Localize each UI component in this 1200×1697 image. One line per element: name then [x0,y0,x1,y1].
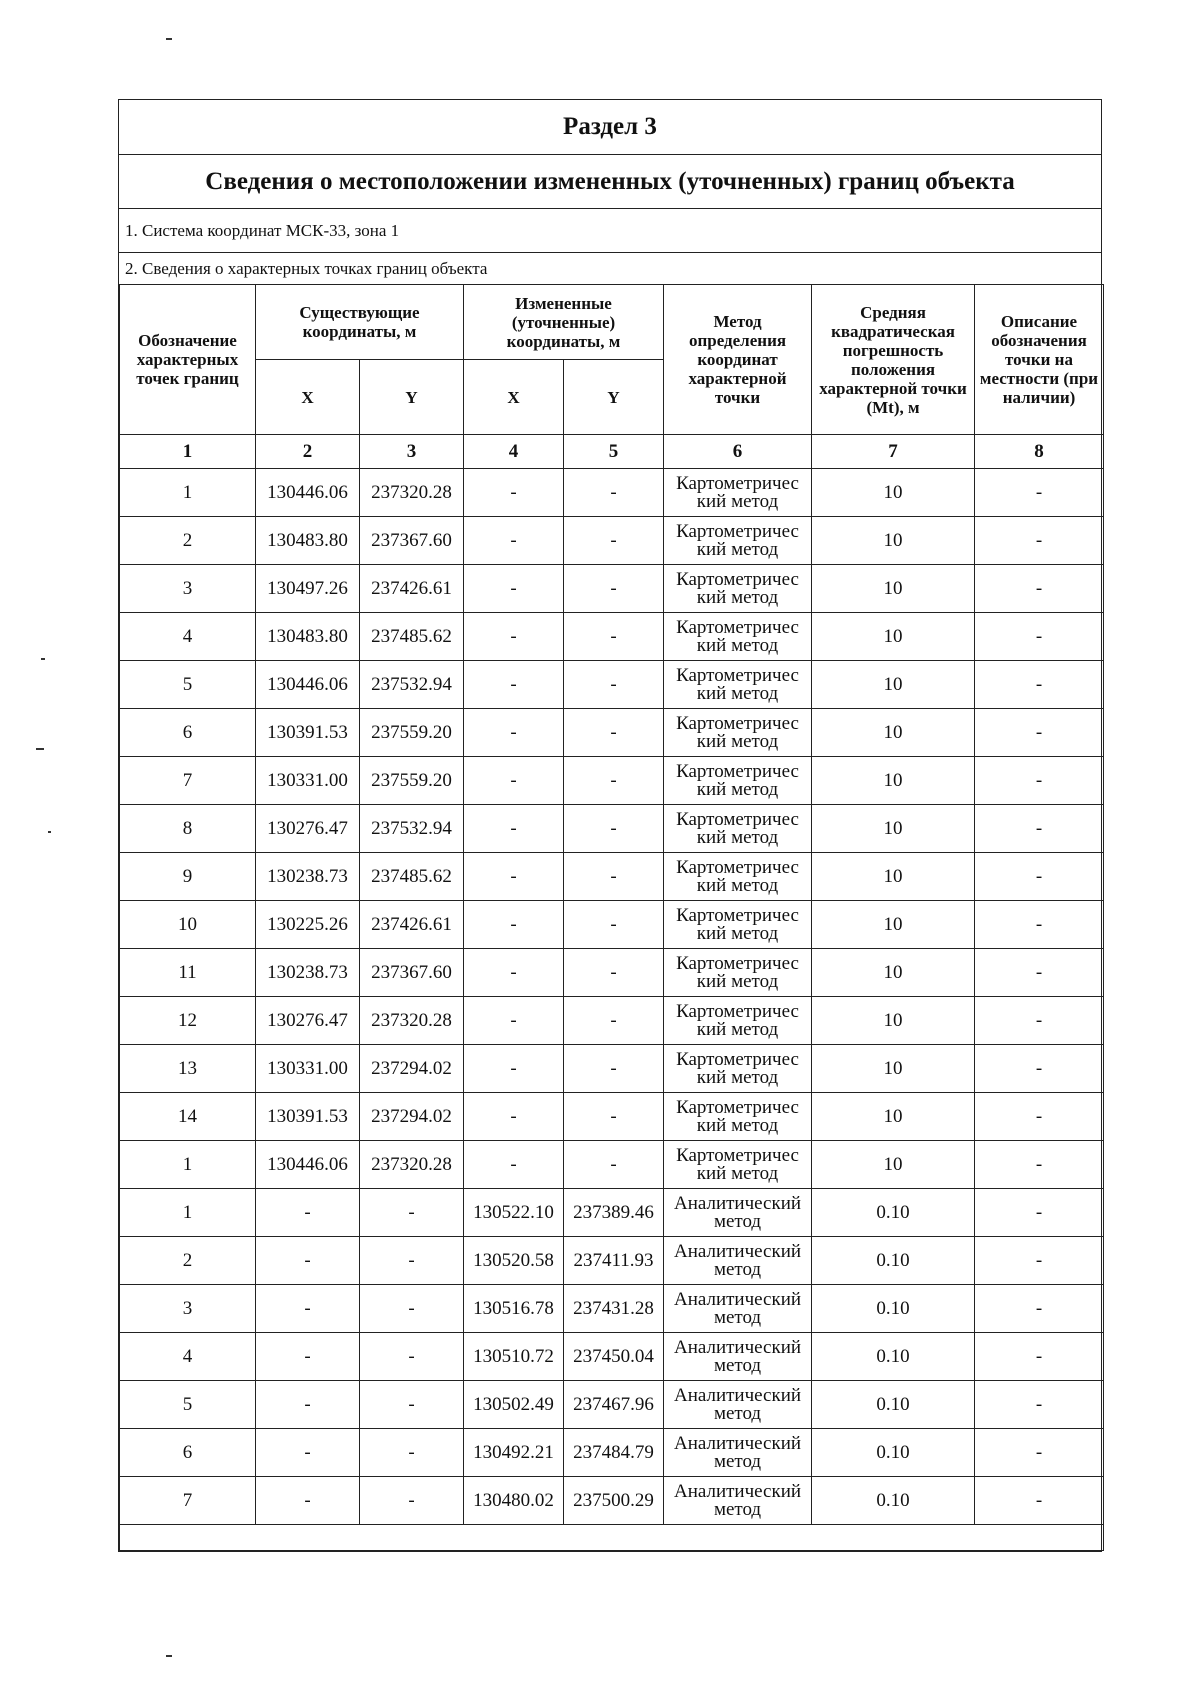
cell-changed-x: - [464,997,564,1045]
blank-row [120,1525,1104,1551]
cell-existing-x: - [256,1477,360,1525]
table-row [120,661,1104,709]
cell-changed-x: - [464,757,564,805]
cell-changed-y: 237467.96 [564,1381,664,1429]
cell-existing-y: 237320.28 [360,1141,464,1189]
table-row [120,565,1104,613]
cell-point-description: - [975,1333,1104,1381]
header-existing-x: X [256,360,360,435]
cell-point-number: 7 [120,757,256,805]
cell-point-number: 11 [120,949,256,997]
table-row [120,1141,1104,1189]
column-number: 7 [812,435,975,469]
cell-existing-y: 237485.62 [360,853,464,901]
cell-point-description: - [975,1093,1104,1141]
table-row [120,1333,1104,1381]
cell-changed-y: - [564,469,664,517]
column-number: 8 [975,435,1104,469]
cell-mean-error: 10 [812,661,975,709]
cell-point-number: 3 [120,565,256,613]
cell-existing-x: 130446.06 [256,469,360,517]
cell-changed-x: - [464,853,564,901]
table-row [120,1237,1104,1285]
cell-mean-error: 0.10 [812,1333,975,1381]
cell-mean-error: 10 [812,757,975,805]
table-row [120,853,1104,901]
cell-method: Картометричес кий метод [664,757,812,805]
cell-changed-y: - [564,517,664,565]
cell-mean-error: 10 [812,565,975,613]
cell-method: Аналитический метод [664,1429,812,1477]
table-row [120,469,1104,517]
cell-changed-x: 130510.72 [464,1333,564,1381]
cell-method: Аналитический метод [664,1333,812,1381]
cell-point-number: 6 [120,709,256,757]
cell-point-description: - [975,805,1104,853]
cell-changed-x: - [464,901,564,949]
cell-point-number: 4 [120,613,256,661]
cell-method: Картометричес кий метод [664,949,812,997]
cell-changed-y: - [564,613,664,661]
cell-point-number: 1 [120,1189,256,1237]
cell-mean-error: 10 [812,517,975,565]
cell-point-description: - [975,1045,1104,1093]
table-row [120,757,1104,805]
cell-existing-y: - [360,1429,464,1477]
cell-method: Картометричес кий метод [664,901,812,949]
cell-changed-x: - [464,661,564,709]
cell-changed-x: - [464,1141,564,1189]
cell-method: Картометричес кий метод [664,565,812,613]
cell-point-description: - [975,1381,1104,1429]
table-row [120,517,1104,565]
cell-method: Картометричес кий метод [664,1045,812,1093]
cell-existing-y: 237559.20 [360,709,464,757]
cell-changed-x: - [464,613,564,661]
section-document [118,99,1102,1552]
column-number: 4 [464,435,564,469]
cell-existing-y: 237532.94 [360,661,464,709]
cell-point-description: - [975,1477,1104,1525]
blank-cell [120,1525,1104,1551]
cell-existing-x: 130391.53 [256,709,360,757]
cell-point-number: 5 [120,1381,256,1429]
header-mean-error: Средняя квадратическая погрешность положения характерной точки (Mt), м [812,285,975,435]
header-designation: Обозначение характерных точек границ [120,285,256,435]
header-changed-x: X [464,360,564,435]
cell-changed-x: 130502.49 [464,1381,564,1429]
cell-changed-y: - [564,805,664,853]
table-row [120,949,1104,997]
cell-method: Картометричес кий метод [664,613,812,661]
cell-existing-y: 237367.60 [360,517,464,565]
cell-changed-x: 130520.58 [464,1237,564,1285]
header-existing-coords: Существующие координаты, м [256,285,464,360]
cell-existing-y: - [360,1477,464,1525]
cell-mean-error: 0.10 [812,1477,975,1525]
cell-point-number: 12 [120,997,256,1045]
cell-changed-y: - [564,1045,664,1093]
cell-point-description: - [975,1429,1104,1477]
scan-speck [48,831,51,833]
cell-changed-y: - [564,757,664,805]
cell-point-description: - [975,469,1104,517]
cell-changed-y: - [564,901,664,949]
header-method: Метод определения координат характерной точки [664,285,812,435]
cell-changed-x: - [464,1045,564,1093]
cell-existing-y: 237367.60 [360,949,464,997]
cell-existing-y: 237532.94 [360,805,464,853]
header-changed-coords: Измененные (уточненные) координаты, м [464,285,664,360]
cell-existing-y: - [360,1237,464,1285]
cell-changed-y: - [564,1141,664,1189]
cell-changed-x: 130480.02 [464,1477,564,1525]
cell-mean-error: 10 [812,709,975,757]
cell-mean-error: 0.10 [812,1237,975,1285]
scan-speck [36,748,44,750]
section-title: Раздел 3 [119,100,1101,155]
table-row [120,1381,1104,1429]
cell-changed-x: - [464,565,564,613]
cell-point-description: - [975,565,1104,613]
cell-changed-x: - [464,949,564,997]
cell-existing-x: 130331.00 [256,757,360,805]
table-row [120,805,1104,853]
coordinate-system-line: 1. Система координат МСК-33, зона 1 [119,209,1101,253]
cell-mean-error: 10 [812,469,975,517]
cell-mean-error: 0.10 [812,1189,975,1237]
cell-point-number: 7 [120,1477,256,1525]
cell-point-number: 1 [120,1141,256,1189]
cell-changed-y: - [564,853,664,901]
cell-point-description: - [975,709,1104,757]
cell-point-description: - [975,901,1104,949]
table-row [120,613,1104,661]
cell-method: Картометричес кий метод [664,1093,812,1141]
cell-point-number: 2 [120,517,256,565]
column-number: 2 [256,435,360,469]
table-body [120,469,1104,1551]
cell-point-description: - [975,1237,1104,1285]
cell-changed-x: 130522.10 [464,1189,564,1237]
cell-existing-y: 237559.20 [360,757,464,805]
cell-existing-x: - [256,1285,360,1333]
cell-existing-x: - [256,1333,360,1381]
cell-method: Аналитический метод [664,1477,812,1525]
cell-point-number: 5 [120,661,256,709]
cell-existing-y: 237294.02 [360,1093,464,1141]
cell-method: Картометричес кий метод [664,661,812,709]
cell-point-description: - [975,1141,1104,1189]
cell-method: Картометричес кий метод [664,517,812,565]
cell-method: Картометричес кий метод [664,709,812,757]
table-row [120,1189,1104,1237]
cell-point-description: - [975,517,1104,565]
cell-point-number: 13 [120,1045,256,1093]
table-row [120,1429,1104,1477]
cell-existing-x: 130483.80 [256,613,360,661]
cell-existing-y: 237426.61 [360,565,464,613]
cell-method: Картометричес кий метод [664,469,812,517]
cell-changed-y: 237484.79 [564,1429,664,1477]
cell-changed-x: - [464,805,564,853]
table-row [120,997,1104,1045]
cell-existing-x: 130391.53 [256,1093,360,1141]
scan-speck [41,658,45,660]
header-existing-y: Y [360,360,464,435]
cell-point-number: 14 [120,1093,256,1141]
cell-point-number: 6 [120,1429,256,1477]
cell-point-description: - [975,1285,1104,1333]
cell-mean-error: 10 [812,997,975,1045]
cell-mean-error: 0.10 [812,1381,975,1429]
cell-changed-y: 237389.46 [564,1189,664,1237]
cell-changed-y: - [564,709,664,757]
cell-point-description: - [975,757,1104,805]
cell-mean-error: 0.10 [812,1429,975,1477]
cell-changed-x: - [464,469,564,517]
cell-existing-x: - [256,1381,360,1429]
cell-changed-y: - [564,997,664,1045]
cell-existing-y: 237426.61 [360,901,464,949]
cell-existing-y: - [360,1189,464,1237]
cell-existing-y: 237485.62 [360,613,464,661]
cell-point-number: 4 [120,1333,256,1381]
cell-changed-y: - [564,1093,664,1141]
header-changed-y: Y [564,360,664,435]
cell-existing-x: 130276.47 [256,997,360,1045]
column-number: 5 [564,435,664,469]
cell-point-number: 2 [120,1237,256,1285]
column-number-row [120,435,1104,469]
cell-mean-error: 10 [812,901,975,949]
cell-existing-x: 130225.26 [256,901,360,949]
cell-mean-error: 10 [812,613,975,661]
cell-point-description: - [975,997,1104,1045]
cell-existing-y: - [360,1381,464,1429]
cell-existing-x: 130331.00 [256,1045,360,1093]
cell-existing-x: - [256,1237,360,1285]
cell-existing-x: 130238.73 [256,853,360,901]
table-row [120,1285,1104,1333]
cell-point-number: 10 [120,901,256,949]
table-row [120,1093,1104,1141]
boundary-points-table [119,284,1104,1551]
cell-changed-y: - [564,565,664,613]
cell-point-number: 9 [120,853,256,901]
scan-speck [166,38,172,40]
cell-changed-y: - [564,661,664,709]
cell-changed-x: - [464,1093,564,1141]
cell-point-description: - [975,613,1104,661]
cell-mean-error: 10 [812,949,975,997]
cell-changed-x: 130492.21 [464,1429,564,1477]
cell-method: Аналитический метод [664,1285,812,1333]
cell-existing-x: 130276.47 [256,805,360,853]
cell-method: Картометричес кий метод [664,853,812,901]
cell-changed-x: 130516.78 [464,1285,564,1333]
cell-existing-x: 130497.26 [256,565,360,613]
cell-existing-x: 130483.80 [256,517,360,565]
cell-existing-x: - [256,1429,360,1477]
scan-speck [166,1655,172,1657]
cell-method: Аналитический метод [664,1237,812,1285]
table-row [120,1477,1104,1525]
cell-method: Аналитический метод [664,1189,812,1237]
cell-point-description: - [975,949,1104,997]
cell-existing-y: - [360,1333,464,1381]
cell-changed-y: 237411.93 [564,1237,664,1285]
cell-point-number: 3 [120,1285,256,1333]
cell-mean-error: 0.10 [812,1285,975,1333]
cell-method: Аналитический метод [664,1381,812,1429]
cell-mean-error: 10 [812,805,975,853]
cell-existing-y: 237294.02 [360,1045,464,1093]
cell-existing-y: - [360,1285,464,1333]
cell-point-description: - [975,661,1104,709]
column-number: 1 [120,435,256,469]
cell-mean-error: 10 [812,1045,975,1093]
cell-changed-y: 237431.28 [564,1285,664,1333]
cell-method: Картометричес кий метод [664,805,812,853]
cell-changed-y: - [564,949,664,997]
cell-existing-y: 237320.28 [360,997,464,1045]
cell-existing-x: 130238.73 [256,949,360,997]
cell-point-description: - [975,1189,1104,1237]
cell-existing-y: 237320.28 [360,469,464,517]
header-description: Описание обозначения точки на местности (при наличии) [975,285,1104,435]
cell-point-number: 1 [120,469,256,517]
cell-mean-error: 10 [812,853,975,901]
cell-mean-error: 10 [812,1093,975,1141]
cell-changed-x: - [464,517,564,565]
cell-method: Картометричес кий метод [664,997,812,1045]
cell-changed-y: 237450.04 [564,1333,664,1381]
table-row [120,901,1104,949]
cell-method: Картометричес кий метод [664,1141,812,1189]
points-caption: 2. Сведения о характерных точках границ объекта [125,258,488,278]
table-row [120,709,1104,757]
cell-changed-y: 237500.29 [564,1477,664,1525]
column-number: 3 [360,435,464,469]
cell-existing-x: 130446.06 [256,1141,360,1189]
cell-mean-error: 10 [812,1141,975,1189]
column-number: 6 [664,435,812,469]
table-row [120,1045,1104,1093]
cell-point-number: 8 [120,805,256,853]
cell-existing-x: 130446.06 [256,661,360,709]
section-subtitle: Сведения о местоположении измененных (уточненных) границ объекта [119,155,1101,209]
cell-existing-x: - [256,1189,360,1237]
cell-changed-x: - [464,709,564,757]
cell-point-description: - [975,853,1104,901]
